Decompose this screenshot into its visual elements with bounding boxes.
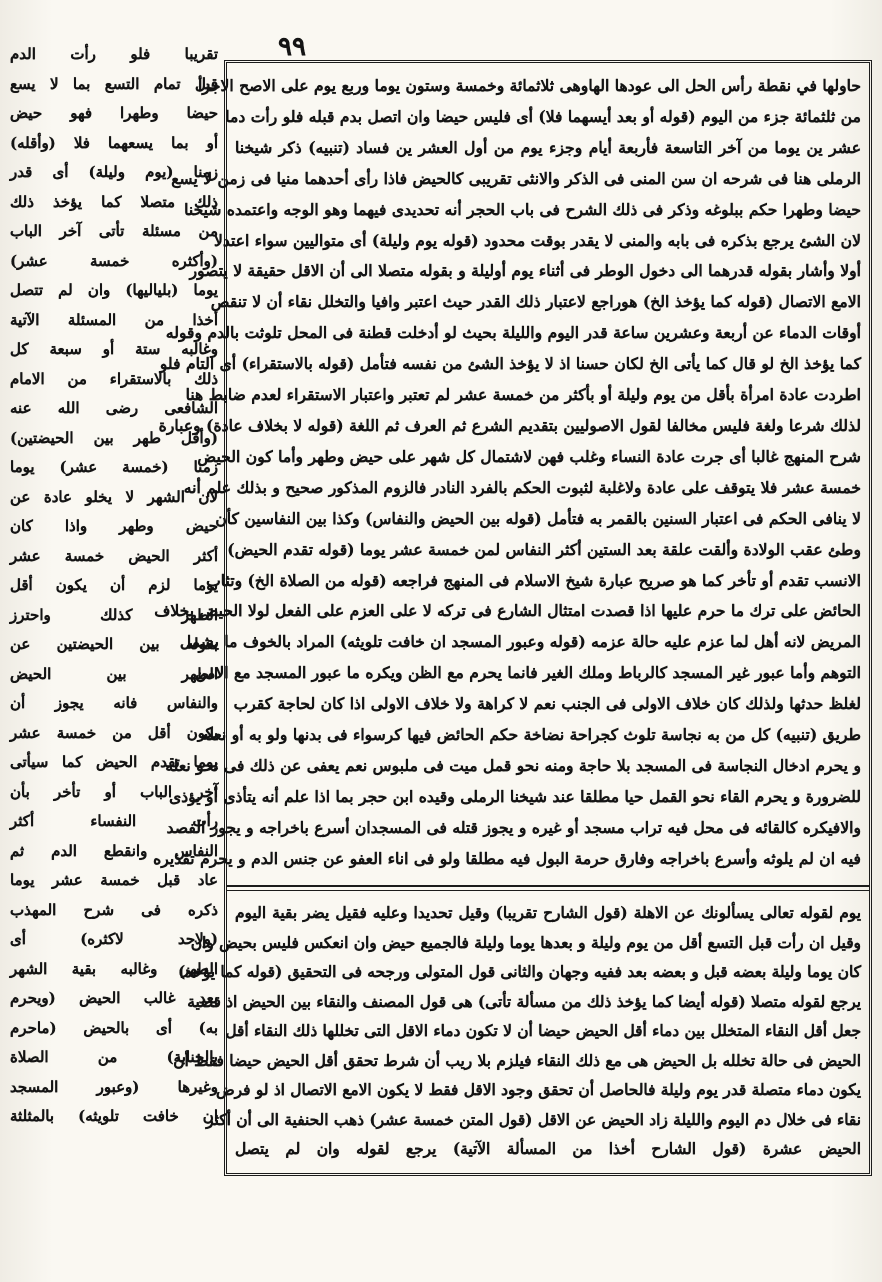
margin-line: ذلك متصلا كما يؤخذ ذلك: [10, 192, 218, 211]
text-line: الامع الاتصال (قوله كما يؤخذ الخ) هوراجع لاعتبار ذلك القدر حيث اعتبر وافيا والتخلل نقاء أن لا تنقص: [210, 292, 861, 312]
text-line: الانسب تقدم أو تأخر كما هو صريح عبارة شيخ الاسلام فى المنهج فراجعه (قوله من الصلاة الخ) وتثاب: [206, 570, 861, 590]
margin-line: ان خافت تلويثه) بالمثلثة: [10, 1107, 218, 1125]
commentary-upper-text: [153, 71, 861, 879]
text-line: لذلك شرعا ولغة فليس مخالفا لقول الاصوليين بتقديم الشرع ثم العرف ثم اللغة (قوله لا بخلاف عادة) وعبارة: [158, 415, 861, 435]
margin-line: عاد قبل خمسة عشر يوما: [10, 871, 218, 889]
margin-line: بعد غالب الحيض (ويحرم: [10, 989, 218, 1007]
margin-line: (وأقل طهر بين الحيضتين): [10, 428, 218, 447]
text-line: لغلظ حدثها ولذلك كان خلاف الاولى فى الجنب نعم لا كراهة ولا خلاف الاولى اذا كان لحاجة كقرب: [233, 694, 861, 714]
text-line: كما يؤخذ الخ لو قال كما يأتى الخ لكان حسنا اذ لا يؤخذ الشئ من نفسه فتأمل (قوله بالاستقراء) أى التام فلو: [159, 354, 861, 374]
text-line: حاولها في نقطة رأس الحل الى عودها الهاوهى ثلاثمائة وخمسة وستون يوما وربع يوم على الاصح الاجزأ: [197, 76, 861, 95]
page-number: ٩٩: [278, 32, 306, 62]
text-line: من ثلثمائة جزء من اليوم (قوله أو بعد أيسهما فلا) أى فليس حيضا وان اتصل بدم قبله فلو رأت دما: [225, 106, 861, 126]
margin-line: والنفاس فانه يجوز أن: [10, 694, 218, 712]
margin-line: (وأكثره خمسة عشر): [10, 251, 218, 270]
text-line: التوهم وأما عبور غير المسجد كالرباط وملك الغير فانما يحرم مع الظن ويكره ما عبور المسجد مع الامن: [195, 663, 861, 683]
margin-line: به) أى بالحيض (ماحرم: [10, 1018, 218, 1037]
margin-line: الطهر كذلك واحترز: [10, 605, 218, 624]
text-line: وقيل ان رأت قبل التسع أقل من يوم وليلة و بعدها يوما وليلة فالجميع حيض وان انعكس فليس بحيض وان: [190, 933, 861, 952]
margin-line: (ولاحد لاكثره) أى: [10, 930, 218, 948]
text-line: شرح المنهج غالبا أى جرت عادة النساء وغلب فهن لاشتمال كل شهر على حيض وطهر وأما كون الحيض: [197, 446, 861, 466]
margin-line: وغالبه ستة أو سبعة كل: [10, 340, 218, 358]
text-line: الرملى هنا فى شرحه ان سن المنى فى الذكر والانثى تقريبى كالحيض فاذا رأى أحدهما منيا فى زمن لا يسع: [171, 168, 861, 188]
text-line: عشر ين يوما من آخر التاسعة فأربعة أيام وجزء يوم من أول العشر ين فساد (تنبيه) ذكر شيخنا: [235, 137, 861, 157]
margin-line: يكون أقل من خمسة عشر: [10, 723, 218, 742]
text-line: المريض لانه أهل لما عزم عليه حالة عزمه (قوله وعبور المسجد ان خافت تلويثه) المراد بالخوف ما يشمل: [179, 632, 861, 652]
text-line: يرجع لقوله متصلا (قوله أيضا كما يؤخذ ذلك من مسألة تأتى) هى قول المصنف والنقاء بين الحيض اذ قضية: [187, 992, 861, 1011]
margin-line: بقوله بين الحيضتين عن: [10, 635, 218, 653]
text-line: يكون دماء متصلة قدر يوم وليلة فالحاصل أن تحقق وجود الاقل فقط لا يكون الامع الاتصال اذ لو فرض: [216, 1081, 861, 1099]
margin-line: حيض وطهر واذا كان: [10, 517, 218, 535]
text-line: نقاء فى خلال دم اليوم والليلة زاد الحيض عن الاقل (قول المتن خمسة عشر) ذهب الحنفية الى أن أكثر: [206, 1110, 861, 1129]
text-line: حيضا وطهرا حكم ببلوغه وذكر فى ذلك الشرح فى باب الحجر أنه تحديدى فيهما وهو الوجه واعتمده شيخنا: [184, 199, 861, 219]
text-line: الحيض فى حالة تخلله بل الحيض هى مع ذلك النقاء فيلزم بلا ريب أن شرط تحقق أقل الحيض حيضا فقط أن: [173, 1051, 861, 1070]
text-line: فيه ان لم يلوثه وأسرع باخراجه وفارق حرمة البول فيه مطلقا ولو فى اناء العفو عن جنس الدم و يحرم تقذيره: [153, 848, 861, 868]
text-line: والافيكره كالقائه فى محل فيه تراب مسجد أو غيره و يجوز قتله فى المسجدان أسرع باخراجه و يجوز الفصد: [166, 817, 861, 837]
margin-line: قبل تمام التسع بما لا يسع: [10, 74, 218, 93]
margin-line: لان الشهر لا يخلو عادة عن: [10, 487, 218, 506]
text-line: الحيض عشرة (قول الشارح أخذا من المسألة الآتية) يرجع لقوله وان لم يتصل: [235, 1140, 861, 1158]
margin-line: وغيرها (وعبور المسجد: [10, 1077, 218, 1096]
margin-line: بالجنابة) من الصلاة: [10, 1048, 218, 1066]
text-line: اطردت عادة امرأة بأقل من يوم وليلة أو بأكثر من خمسة عشر لم تعتبر واعتبار الاستقراء لعدم ضابط هنا: [185, 385, 861, 405]
margin-line: ذلك بالاستقراء من الامام: [10, 369, 218, 388]
text-line: لان الشئ يرجع بذكره فى بابه والمنى لا يقدر بوقت محدود (قوله يوم وليلة) أى متواليين سواء اعتدلا: [213, 230, 861, 250]
margin-line: الشافعى رضى الله عنه: [10, 399, 218, 417]
margin-line: رأت النفساء أكثر: [10, 812, 218, 830]
section-divider: [227, 885, 869, 887]
text-line: جعل أقل النقاء المتخلل بين دماء أقل الحيض حيضا أن لا تكون دماء الاقل التى تخللها ذلك النقاء أقل: [225, 1022, 861, 1040]
margin-line: النفاس وانقطع الدم ثم: [10, 841, 218, 860]
margin-line: الطهر بين الحيض: [10, 664, 218, 683]
margin-line: يوما لزم أن يكون أقل: [10, 576, 218, 594]
margin-line: أكثر الحيض خمسة عشر: [10, 546, 218, 565]
commentary-frame: [153, 60, 872, 1176]
text-line: أولا وأشار بقوله قدرهما الى دخول الوطر فى أثناء يوم أوليلة و بقوله متصلا الى أن الاقل حقيقة لا يتصور: [189, 261, 861, 281]
commentary-lower-text: [173, 899, 861, 1167]
margin-line: الطهر وغالبه بقية الشهر: [10, 959, 218, 978]
margin-line: زمنا (يوم وليلة) أى قدر: [10, 163, 218, 181]
margin-line: يوما تقدم الحيض كما سيأتى: [10, 753, 218, 771]
margin-line: حيضا وطهرا فهو حيض: [10, 104, 218, 122]
text-line: وطئ عقب الولادة وألقت علقة بعد الستين أكثر النفاس لمن خمسة عشر يوما (قوله تقدم الحيض): [227, 539, 861, 559]
text-line: طريق (تنبيه) كل من به نجاسة تلوث كجراحة نضاخة حكم الحائض فيها كرسواء فى بدنها ولو به أو نعله: [200, 725, 861, 745]
margin-line: آخر الباب أو تأخر بأن: [10, 782, 218, 801]
margin-line: أو بما يسعهما فلا (وأقله): [10, 133, 218, 152]
margin-line: يوما (بلياليها) وان لم تتصل: [10, 281, 218, 299]
text-line: الحائض على ترك ما حرم عليها اذا قصدت امتثال الشارع فى تركه لا على العزم على الفعل لولا الحيض بخلاف: [154, 601, 861, 621]
text-line: أوقات الدماء عن أربعة وعشرين ساعة قدر اليوم والليلة بحيث لو أدخلت قطنة فى المحل تلوثت بالدم وقوله: [165, 323, 861, 343]
text-line: خمسة عشر فلا يتوقف على عادة ولاغلبة لثبوت الحكم بالفرد النادر فالزوم المذكور صحيح و بذلك علم أنه: [183, 477, 861, 497]
text-line: و يحرم ادخال النجاسة فى المسجد بلا حاجة ومنه نحو قمل ميت فى ملبوس نعم يعفى عن ذلك فى نحو نعله: [165, 755, 861, 775]
text-line: كان يوما وليلة بعضه قبل و بعضه بعد ففيه وجهان والثانى قول المتولى ورجحه فى التحقيق (قوله كما يؤخذ): [177, 963, 861, 981]
text-line: لا ينافى الحكم فى اعتبار السنين بالقمر به فتأمل (قوله بين الحيض والنفاس) وكذا بين النفاسين كأن: [215, 508, 861, 528]
margin-line: ذكره فى شرح المهذب: [10, 900, 218, 919]
text-line: للضرورة و يحرم القاء نحو القمل حيا مطلقا عند شيخنا الرملى وقيده ابن حجر بما اذا علم أنه يتأذى أو يؤذى: [169, 786, 861, 806]
margin-line: تقريبا فلو رأت الدم: [10, 45, 218, 63]
margin-line: من مسئلة تأتى آخر الباب: [10, 222, 218, 240]
margin-line: زمنا (خمسة عشر) يوما: [10, 458, 218, 476]
margin-line: أخذا من المسئلة الآتية: [10, 310, 218, 329]
text-line: يوم لقوله تعالى يسألونك عن الاهلة (قول الشارح تقريبا) وقيل تحديدا وعليه فقيل يضر بقية اليوم: [235, 904, 861, 922]
